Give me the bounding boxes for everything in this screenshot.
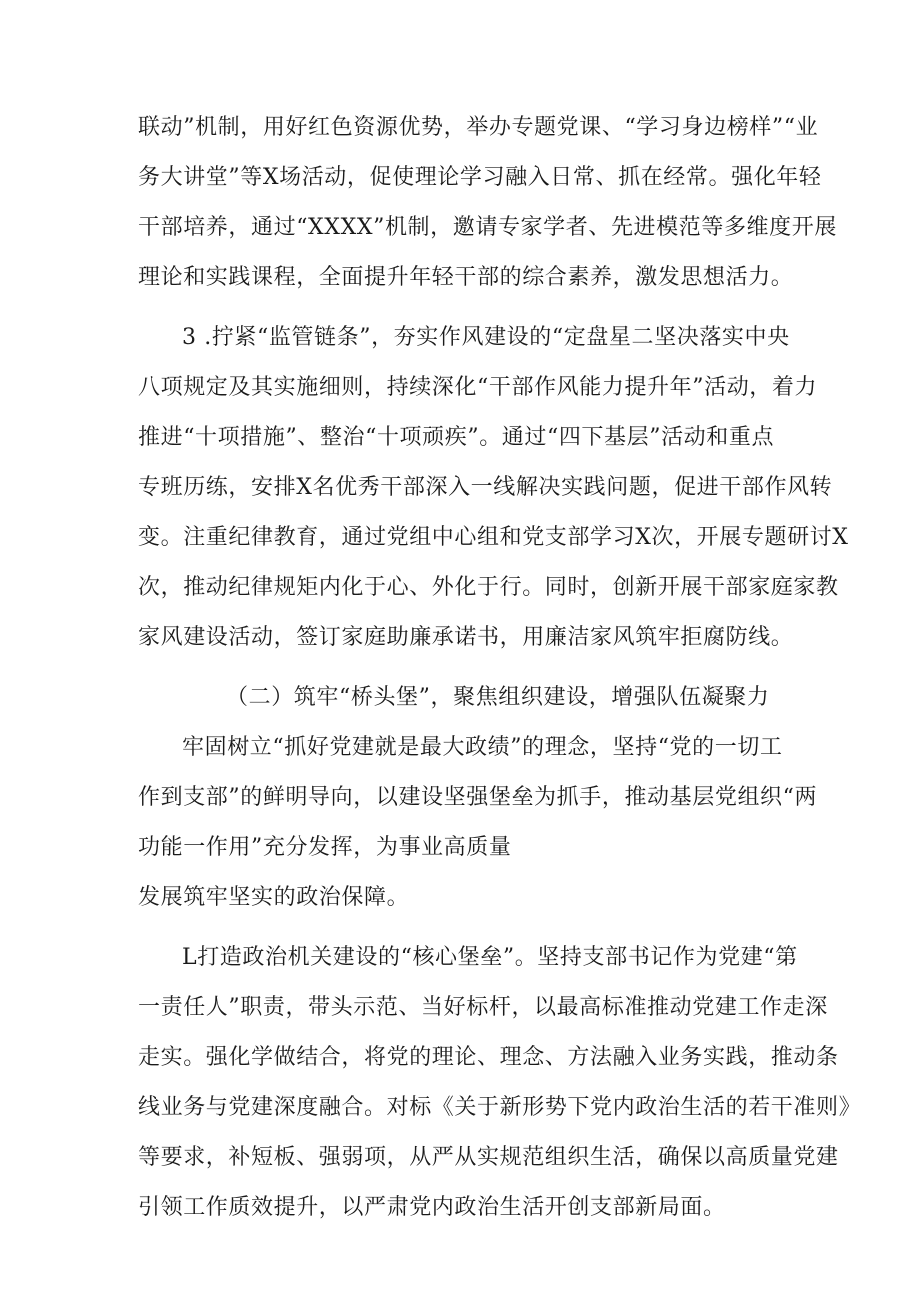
text-line: L打造政治机关建设的“核心堡垒”。坚持支部书记作为党建“第 <box>182 945 798 970</box>
text-line: 发展筑牢坚实的政治保障。 <box>138 885 410 910</box>
paragraph-party-building <box>138 723 818 923</box>
text-line: 联动”机制，用好红色资源优势，举办专题党课、“学习身边榜样”“业 <box>138 115 819 140</box>
text-line: 理论和实践课程，全面提升年轻干部的综合素养，激发思想活力。 <box>138 265 794 290</box>
text-line: 次，推动纪律规矩内化于心、外化于行。同时，创新开展干部家庭家教 <box>138 575 839 600</box>
text-line: 牢固树立“抓好党建就是最大政绩”的理念，坚持“党的一切工 <box>182 735 783 760</box>
text-line: 走实。强化学做结合，将党的理论、理念、方法融入业务实践，推动条 <box>138 1045 839 1070</box>
text-line: 等要求，补短板、强弱项，从严从实规范组织生活，确保以高质量党建 <box>138 1145 839 1170</box>
text-line: 线业务与党建深度融合。对标《关于新形势下党内政治生活的若干准则》 <box>138 1095 862 1120</box>
text-line: 专班历练，安排X名优秀干部深入一线解决实践问题，促进干部作风转 <box>138 475 833 500</box>
paragraph-core-fortress <box>138 933 862 1233</box>
section-heading: （二）筑牢“桥头堡”，聚焦组织建设，增强队伍凝聚力 <box>226 685 770 710</box>
text-line: 家风建设活动，签订家庭助廉承诺书，用廉洁家风筑牢拒腐防线。 <box>138 625 794 650</box>
paragraph-supervision <box>138 313 849 663</box>
text-line: 一责任人”职责，带头示范、当好标杆，以最高标准推动党建工作走深 <box>138 995 828 1020</box>
document-page <box>138 103 862 1233</box>
text-line: 3 .拧紧“监管链条”，夯实作风建设的“定盘星二坚决落实中央 <box>182 325 790 350</box>
paragraph-linkage <box>138 103 837 303</box>
text-line: 推进“十项措施”、整治“十项顽疾”。通过“四下基层”活动和重点 <box>138 425 775 450</box>
text-line: 八项规定及其实施细则，持续深化“干部作风能力提升年”活动，着力 <box>138 375 818 400</box>
text-line: 功能一作用”充分发挥，为事业高质量 <box>138 835 512 860</box>
text-line: 变。注重纪律教育，通过党组中心组和党支部学习X次，开展专题研讨X <box>138 525 849 550</box>
text-line: 务大讲堂”等X场活动，促使理论学习融入日常、抓在经常。强化年轻 <box>138 165 822 190</box>
text-line: 干部培养，通过“XXXX”机制，邀请专家学者、先进模范等多维度开展 <box>138 215 837 240</box>
text-line: 引领工作质效提升，以严肃党内政治生活开创支部新局面。 <box>138 1195 726 1220</box>
text-line: 作到支部”的鲜明导向，以建设坚强堡垒为抓手，推动基层党组织“两 <box>138 785 818 810</box>
